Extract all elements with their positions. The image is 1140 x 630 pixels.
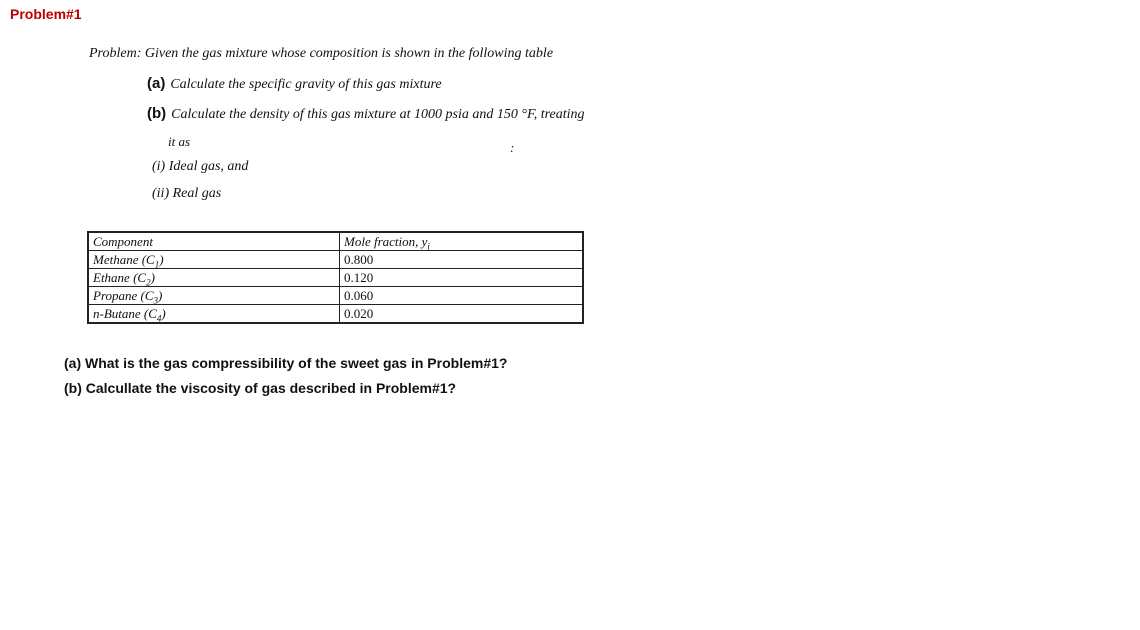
- table-row: [88, 269, 583, 287]
- component-text: n-Butane (C: [93, 305, 157, 321]
- component-close: ): [150, 269, 155, 285]
- component-text: Ethane (C: [93, 269, 147, 285]
- part-b-text: Calculate the density of this gas mixture at 1000 psia and 150 °F, treating: [171, 107, 585, 122]
- part-a-text: Calculate the specific gravity of this gas mixture: [170, 77, 442, 92]
- table-row: [88, 251, 583, 269]
- composition-table: [87, 231, 584, 324]
- component-name: [88, 251, 340, 269]
- component-sub: 3: [153, 295, 159, 306]
- question-b: (b) Calcullate the viscosity of gas described in Problem#1?: [64, 380, 457, 396]
- option-ideal-gas: (i) Ideal gas, and: [152, 159, 249, 174]
- part-a-label: (a): [147, 75, 166, 92]
- part-a: [147, 75, 442, 93]
- component-sub: 4: [156, 313, 162, 324]
- header-mole-fraction-text: Mole fraction, y: [344, 233, 428, 249]
- component-text: Propane (C: [93, 287, 154, 303]
- mole-fraction-value: 0.060: [340, 287, 584, 305]
- table-row: [88, 305, 583, 324]
- header-component: Component: [88, 232, 340, 251]
- problem-statement: Problem: Given the gas mixture whose composition is shown in the following table: [89, 46, 554, 61]
- mole-fraction-value: 0.020: [340, 305, 584, 324]
- page-title: Problem#1: [10, 6, 82, 22]
- component-close: ): [159, 251, 164, 267]
- component-sub: 2: [146, 277, 151, 288]
- part-b: [147, 105, 585, 123]
- table-header-row: [88, 232, 583, 251]
- stray-mark: :: [510, 140, 515, 155]
- table-row: [88, 287, 583, 305]
- component-name: [88, 287, 340, 305]
- option-real-gas: (ii) Real gas: [152, 186, 222, 201]
- component-name: [88, 305, 340, 324]
- component-close: ): [158, 287, 163, 303]
- component-close: ): [161, 305, 166, 321]
- component-sub: 1: [154, 259, 160, 270]
- component-name: [88, 269, 340, 287]
- question-a: (a) What is the gas compressibility of the sweet gas in Problem#1?: [64, 355, 508, 371]
- component-text: Methane (C: [93, 251, 155, 267]
- part-b-label: (b): [147, 105, 167, 122]
- part-b-continuation: it as: [168, 134, 191, 149]
- mole-fraction-value: 0.120: [340, 269, 584, 287]
- header-mole-fraction: [340, 232, 584, 251]
- header-mole-fraction-sub: i: [427, 241, 430, 252]
- mole-fraction-value: 0.800: [340, 251, 584, 269]
